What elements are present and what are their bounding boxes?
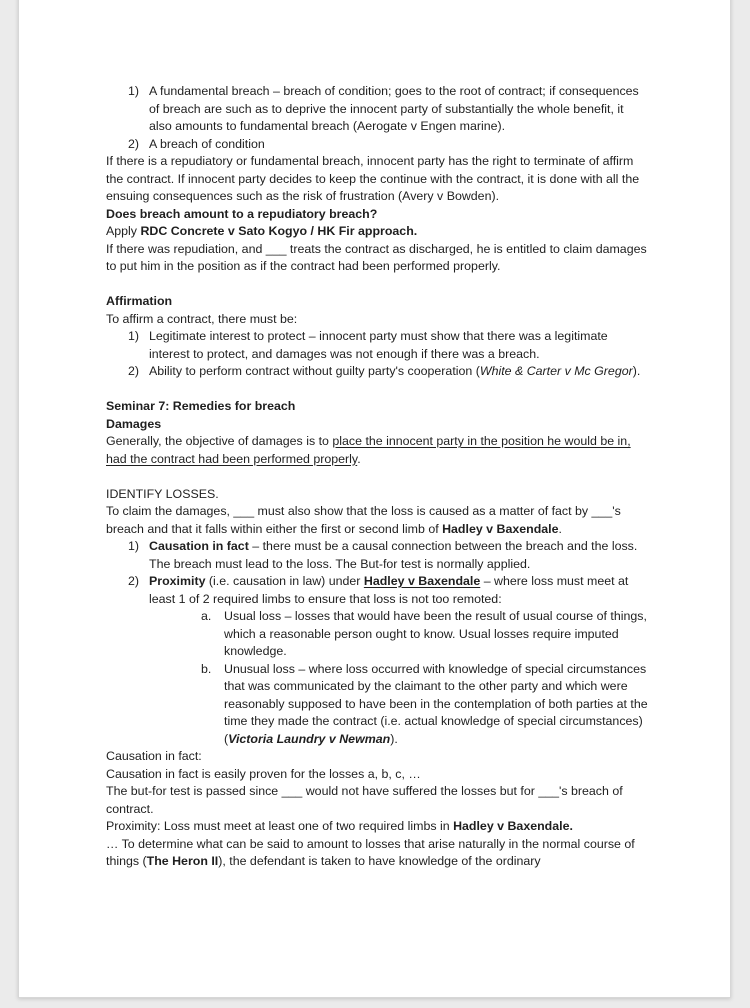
paragraph bbox=[106, 416, 648, 434]
paragraph bbox=[106, 766, 648, 784]
blank-line bbox=[106, 468, 648, 486]
list-item bbox=[106, 608, 648, 661]
list-marker: 1) bbox=[128, 539, 140, 553]
text-run: IDENTIFY LOSSES. bbox=[106, 486, 219, 501]
list-marker: 1) bbox=[128, 84, 140, 98]
text-run: – there must be a causal connection between the breach and the loss. The breach must lead to the loss. The But-for test is normally applied. bbox=[149, 539, 638, 571]
paragraph bbox=[106, 241, 648, 276]
paragraph bbox=[106, 206, 648, 224]
list-item bbox=[106, 328, 648, 363]
list-item bbox=[106, 363, 648, 381]
paragraph bbox=[106, 293, 648, 311]
list-item bbox=[106, 136, 648, 154]
text-run: Apply bbox=[106, 224, 141, 238]
text-run: White & Carter v Mc Gregor bbox=[479, 364, 633, 378]
list-marker: 2) bbox=[128, 574, 140, 588]
text-run: Hadley v Baxendale bbox=[442, 521, 559, 536]
text-run: Usual loss – losses that would have been the result of usual course of things, which a reasonable person ought to know. Usual losses require imputed knowledge. bbox=[224, 609, 647, 658]
text-run: RDC Concrete v Sato Kogyo / HK Fir approach. bbox=[140, 224, 418, 238]
list-item-text bbox=[224, 608, 648, 661]
text-run: Generally, the objective of damages is to bbox=[106, 434, 333, 448]
paragraph bbox=[106, 503, 648, 538]
text-run: ). bbox=[390, 731, 398, 746]
list-marker: 2) bbox=[128, 136, 140, 151]
document-page bbox=[18, 0, 731, 998]
paragraph bbox=[106, 486, 648, 504]
text-run: Damages bbox=[106, 416, 162, 431]
paragraph bbox=[106, 433, 648, 468]
text-run: If there is a repudiatory or fundamental breach, innocent party has the right to terminate of affirm the contract. If innocent party decides to keep the continue with the contract, it is done with all the ensuing consequences such as the risk of frustration (Avery v Bowden). bbox=[106, 154, 640, 203]
list-item-text bbox=[149, 328, 648, 363]
paragraph bbox=[106, 311, 648, 329]
text-run: Proximity bbox=[149, 574, 206, 588]
blank-line bbox=[106, 276, 648, 294]
list-marker: b. bbox=[201, 661, 212, 676]
text-run: Unusual loss – where loss occurred with knowledge of special circumstances that was communicated by the claimant to the other party and which were reasonably supposed to have been in the contemplation of both parties at the time they made the contract (i.e. actual knowledge of special circumstances) ( bbox=[224, 661, 648, 746]
list-item-text bbox=[149, 538, 648, 573]
paragraph bbox=[106, 818, 648, 836]
text-run: Seminar 7: Remedies for breach bbox=[106, 399, 296, 413]
text-run: . bbox=[357, 451, 361, 466]
text-run: Does breach amount to a repudiatory breach? bbox=[106, 206, 378, 221]
text-run: ). bbox=[632, 364, 641, 378]
list-item bbox=[106, 83, 648, 136]
paragraph bbox=[106, 223, 648, 241]
text-run: A breach of condition bbox=[149, 136, 265, 151]
text-run: Causation in fact bbox=[149, 539, 249, 553]
list-marker: 1) bbox=[128, 329, 140, 343]
paragraph bbox=[106, 398, 648, 416]
text-run: Proximity: Loss must meet at least one of two required limbs in bbox=[106, 819, 454, 833]
list-marker: a. bbox=[201, 609, 212, 623]
list-item bbox=[106, 661, 648, 749]
text-run: Affirmation bbox=[106, 294, 173, 308]
document-content bbox=[106, 83, 648, 871]
list-item-text bbox=[149, 136, 648, 154]
text-run: . bbox=[558, 521, 562, 536]
text-run: Legitimate interest to protect – innocent party must show that there was a legitimate interest to protect, and damages was not enough if there was a breach. bbox=[149, 329, 608, 361]
text-run: Causation in fact is easily proven for the losses a, b, c, … bbox=[106, 766, 421, 781]
list-item-text bbox=[149, 573, 648, 608]
blank-line bbox=[106, 381, 648, 399]
text-run: place the innocent party in the position he would be in, had the contract had been performed properly bbox=[106, 434, 631, 466]
text-run: Victoria Laundry v Newman bbox=[228, 731, 391, 746]
list-marker: 2) bbox=[128, 364, 140, 378]
paragraph bbox=[106, 748, 648, 766]
text-run: To claim the damages, ___ must also show that the loss is caused as a matter of fact by ___'s breach and that it falls within either the first or second limb of bbox=[106, 504, 621, 536]
list-item bbox=[106, 573, 648, 608]
text-run: Ability to perform contract without guilty party's cooperation ( bbox=[149, 364, 480, 378]
text-run: (i.e. causation in law) under bbox=[205, 574, 364, 588]
text-run: The Heron II bbox=[146, 854, 219, 868]
list-item-text bbox=[149, 363, 648, 381]
paragraph bbox=[106, 783, 648, 818]
text-run: Hadley v Baxendale. bbox=[453, 819, 573, 833]
list-item bbox=[106, 538, 648, 573]
text-run: To affirm a contract, there must be: bbox=[106, 311, 298, 326]
text-run: If there was repudiation, and ___ treats the contract as discharged, he is entitled to claim damages to put him in the position as if the contract had been performed properly. bbox=[106, 241, 647, 273]
text-run: ), the defendant is taken to have knowledge of the ordinary bbox=[218, 854, 541, 868]
list-item-text bbox=[224, 661, 648, 749]
text-run: – where loss must meet at least 1 of 2 required limbs to ensure that loss is not too remoted: bbox=[149, 574, 629, 606]
list-item-text bbox=[149, 83, 648, 136]
text-run: The but-for test is passed since ___ would not have suffered the losses but for ___'s breach of contract. bbox=[106, 784, 623, 816]
text-run: Hadley v Baxendale bbox=[363, 574, 481, 588]
paragraph bbox=[106, 836, 648, 871]
text-run: … To determine what can be said to amount to losses that arise naturally in the normal course of things ( bbox=[106, 836, 635, 868]
text-run: Causation in fact: bbox=[106, 749, 202, 763]
text-run: A fundamental breach – breach of condition; goes to the root of contract; if consequences of breach are such as to deprive the innocent party of substantially the whole benefit, it also amounts to fundamental breach (Aerogate v Engen marine). bbox=[149, 84, 639, 133]
paragraph bbox=[106, 153, 648, 206]
